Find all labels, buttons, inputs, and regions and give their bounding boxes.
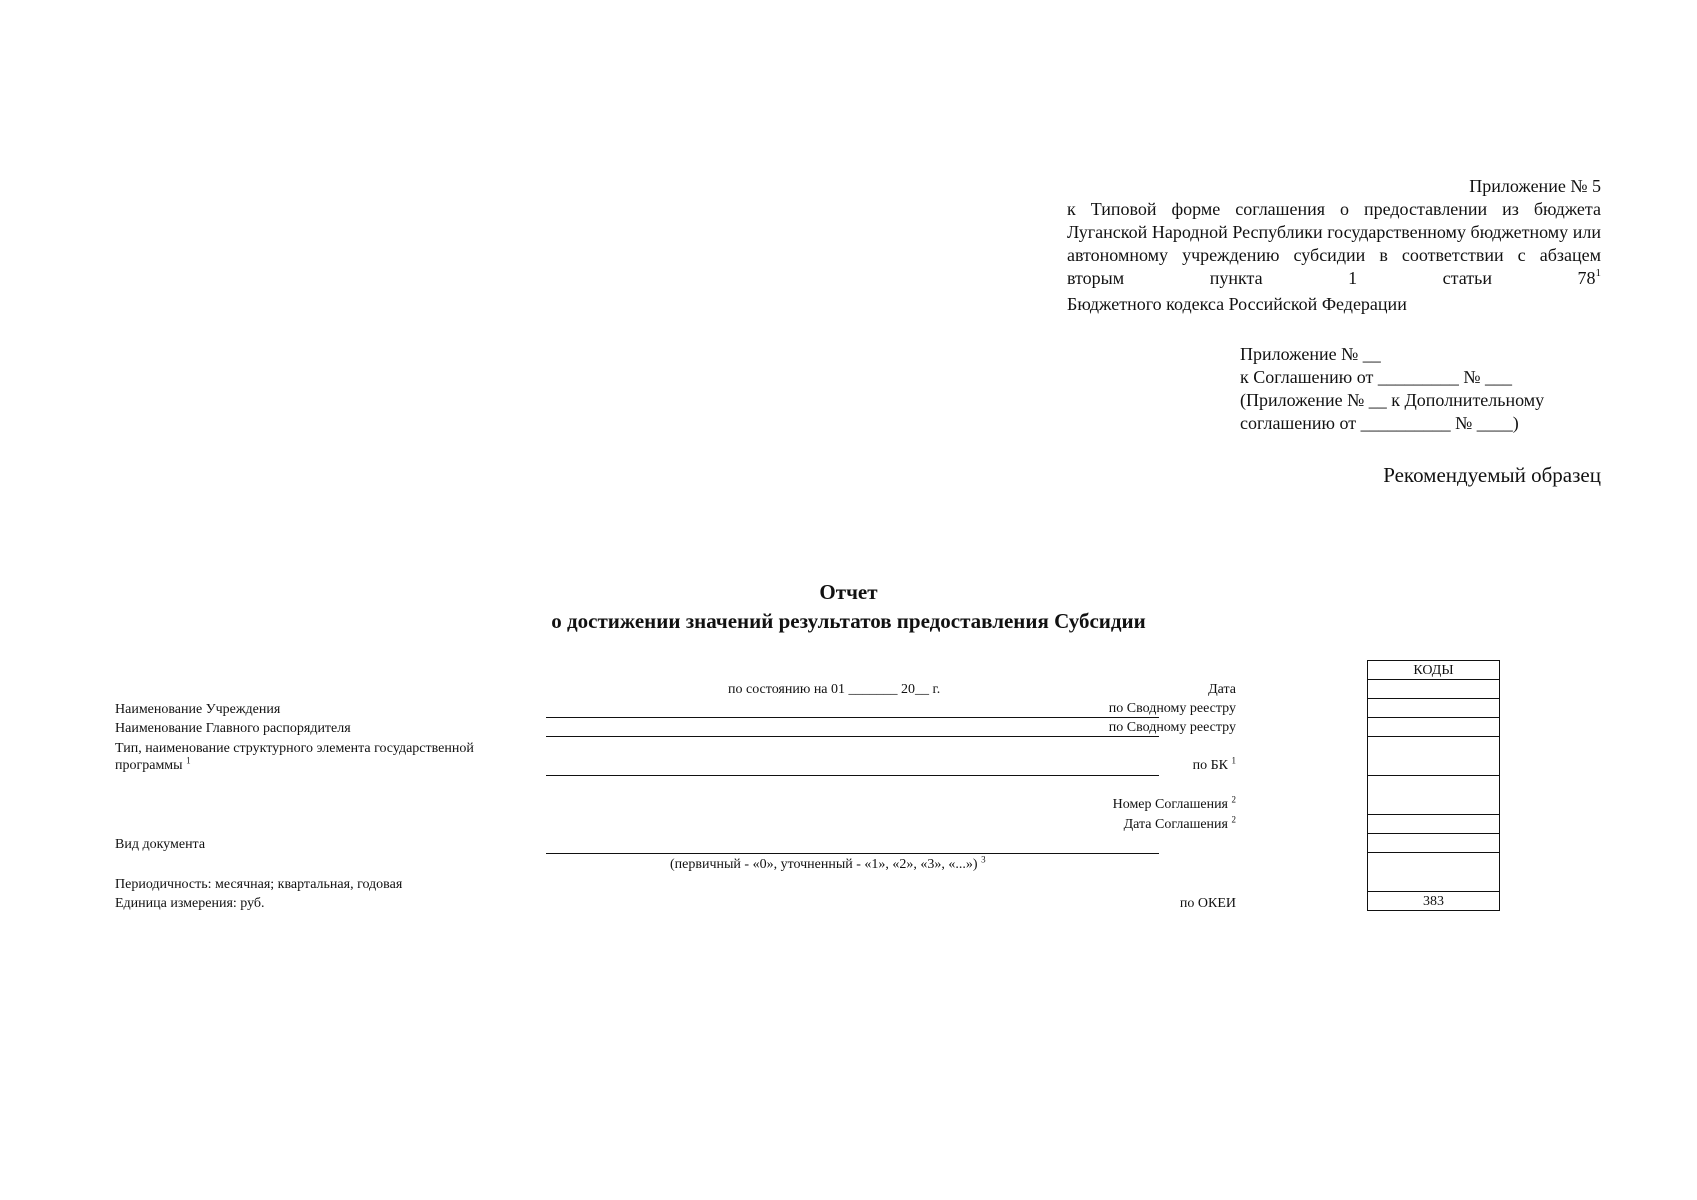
agreement-reference bbox=[1240, 343, 1544, 435]
label-date: Дата bbox=[1208, 682, 1236, 697]
appendix-body: к Типовой форме соглашения о предоставлении из бюджета Луганской Народной Республики государственному бюджетному или автономному учреждению субсидии в соответствии с абзацем вторым пункта 1 статьи $78^1$ bbox=[1067, 199, 1601, 288]
codes-table bbox=[1367, 660, 1500, 911]
state-date-line: по состоянию на 01 _______ 20__ г. bbox=[728, 682, 941, 697]
agreement-line-1: Приложение № __ bbox=[1240, 344, 1381, 364]
label-bk: по БК $^1$ bbox=[1192, 755, 1236, 773]
report-title-line-1: Отчет bbox=[819, 580, 878, 604]
code-cell-bk[interactable] bbox=[1368, 737, 1500, 776]
label-doc-type: Вид документа bbox=[115, 837, 206, 852]
label-institution: Наименование Учреждения bbox=[115, 702, 281, 717]
code-cell-agreement-number[interactable] bbox=[1368, 776, 1500, 815]
appendix-last-line: Бюджетного кодекса Российской Федерации bbox=[1067, 294, 1407, 314]
label-program: Тип, наименование структурного элемента государственной программы $^1$ bbox=[115, 741, 474, 773]
agreement-line-2: к Соглашению от _________ № ___ bbox=[1240, 367, 1513, 387]
institution-field-line[interactable] bbox=[546, 717, 1159, 718]
program-field-line[interactable] bbox=[546, 775, 1159, 776]
label-registry-2: по Сводному реестру bbox=[1108, 720, 1236, 735]
doc-type-field-line[interactable] bbox=[546, 853, 1159, 854]
main-manager-field-line[interactable] bbox=[546, 736, 1159, 737]
code-cell-agreement-date[interactable] bbox=[1368, 815, 1500, 834]
code-cell-doc-type[interactable] bbox=[1368, 834, 1500, 853]
code-cell-periodicity[interactable] bbox=[1368, 853, 1500, 892]
report-title-line-2: о достижении значений результатов предоставления Субсидии bbox=[551, 609, 1146, 633]
recommended-sample-label: Рекомендуемый образец bbox=[1383, 463, 1601, 487]
code-cell-registry-2[interactable] bbox=[1368, 718, 1500, 737]
report-title bbox=[0, 578, 1697, 636]
label-unit: Единица измерения: руб. bbox=[115, 896, 265, 911]
label-agreement-date: Дата Соглашения $^2$ bbox=[1123, 814, 1236, 832]
code-cell-okei[interactable]: 383 bbox=[1368, 892, 1500, 911]
doc-type-hint: (первичный - «0», уточненный - «1», «2», «3», «...») $^3$ bbox=[670, 854, 986, 872]
agreement-line-4: соглашению от __________ № ____) bbox=[1240, 413, 1519, 433]
label-registry-1: по Сводному реестру bbox=[1108, 701, 1236, 716]
label-periodicity: Периодичность: месячная; квартальная, годовая bbox=[115, 877, 403, 892]
appendix-sup: 1 bbox=[1595, 267, 1601, 279]
codes-header: КОДЫ bbox=[1368, 661, 1500, 680]
appendix-block bbox=[1067, 175, 1601, 316]
label-okei: по ОКЕИ bbox=[1179, 896, 1236, 911]
code-cell-date[interactable] bbox=[1368, 680, 1500, 699]
code-cell-registry-1[interactable] bbox=[1368, 699, 1500, 718]
label-agreement-number: Номер Соглашения $^2$ bbox=[1112, 794, 1236, 812]
label-main-manager: Наименование Главного распорядителя bbox=[115, 721, 351, 736]
appendix-title: Приложение № 5 bbox=[1469, 176, 1601, 196]
agreement-line-3: (Приложение № __ к Дополнительному bbox=[1240, 390, 1545, 410]
